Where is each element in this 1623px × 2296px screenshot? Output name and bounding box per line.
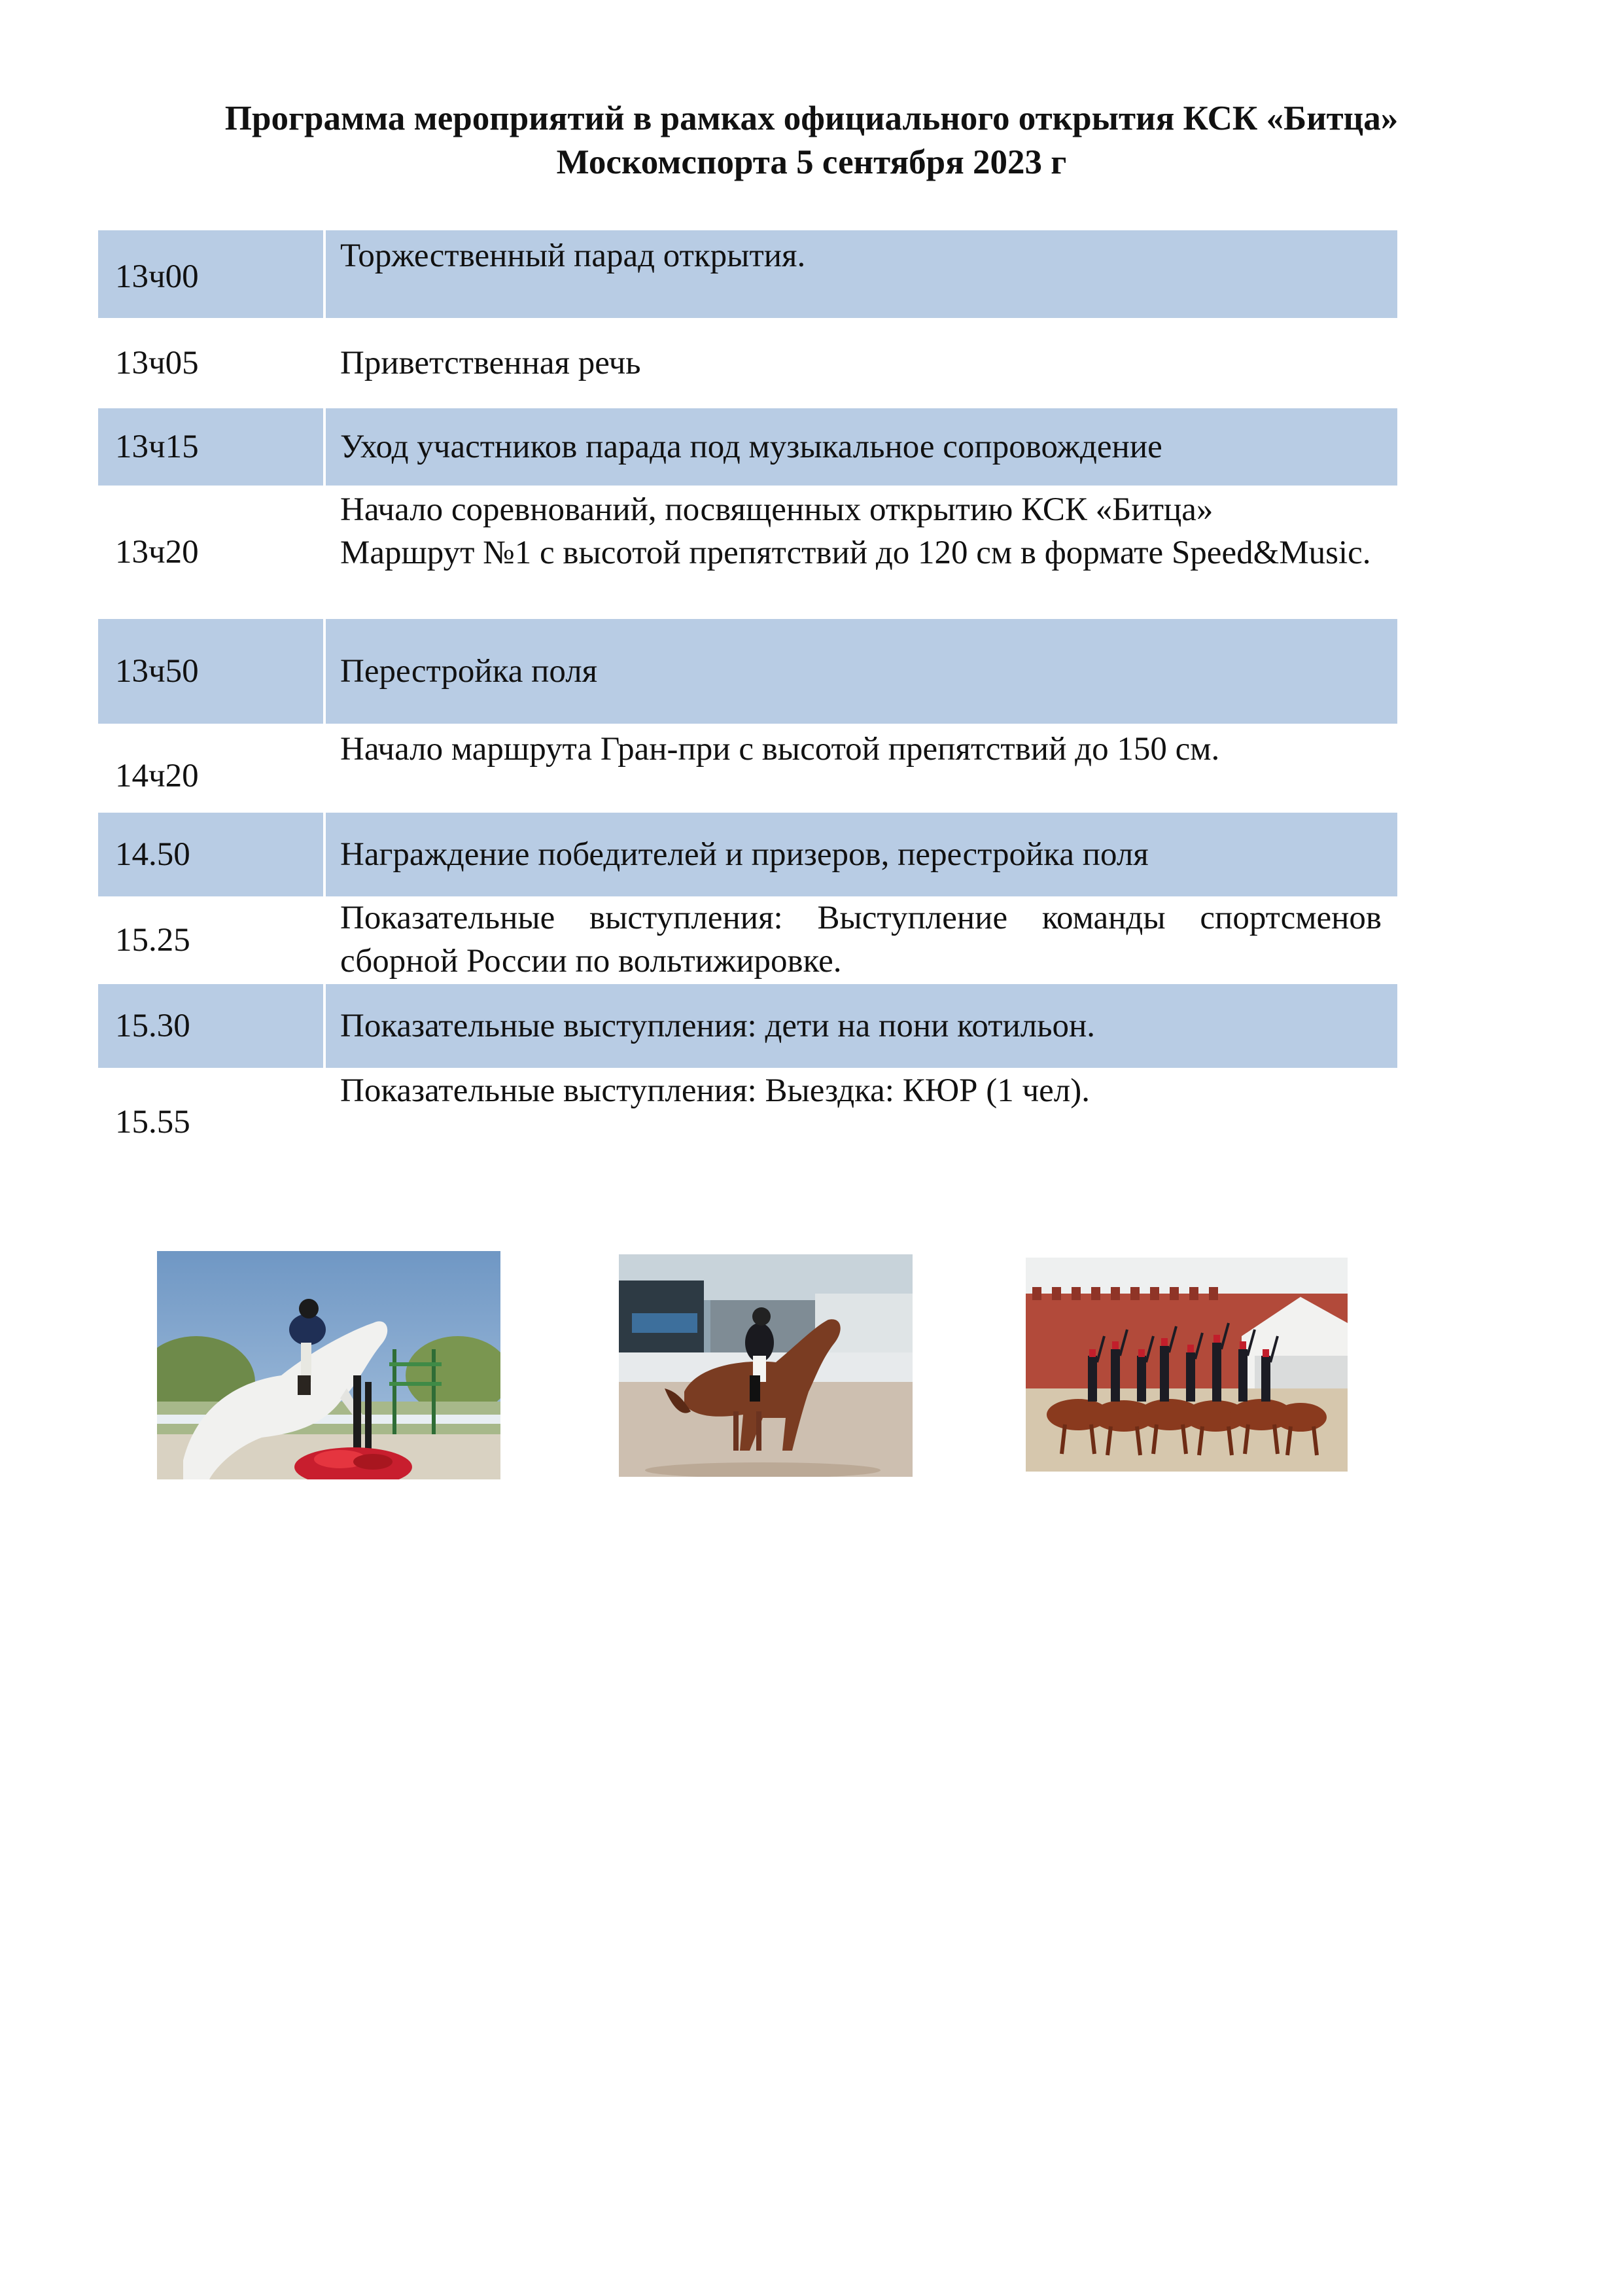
- schedule-time: 13ч00: [115, 258, 199, 295]
- title-line-2: Москомспорта 5 сентября 2023 г: [556, 143, 1067, 181]
- schedule-row: [98, 724, 1397, 813]
- schedule-event-text: Начало маршрута Гран-при с высотой препятствий до 150 см.: [340, 731, 1220, 768]
- schedule-time: 15.25: [115, 921, 190, 959]
- schedule-time: 14ч20: [115, 757, 199, 794]
- schedule-row: [98, 230, 1397, 318]
- schedule-time: 14.50: [115, 836, 190, 873]
- schedule-event-text: Показательные выступления: дети на пони котильон.: [340, 1008, 1096, 1044]
- schedule-event-text: Уход участников парада под музыкальное сопровождение: [340, 429, 1162, 465]
- schedule-event-text: Показательные выступления: Выездка: КЮР (1 чел).: [340, 1072, 1090, 1109]
- schedule-event-text: Приветственная речь: [340, 345, 641, 381]
- schedule-row: [98, 318, 1397, 408]
- vaulting-team-photo-icon: [1026, 1258, 1348, 1472]
- show-jumping-photo-icon: [157, 1251, 500, 1479]
- schedule-event: [326, 318, 1397, 408]
- schedule-event: [326, 486, 1397, 619]
- schedule-event: [326, 813, 1397, 896]
- schedule-event-text: Перестройка поля: [340, 653, 598, 690]
- schedule-event-text: Награждение победителей и призеров, перестройка поля: [340, 836, 1149, 873]
- schedule-event-text: Маршрут №1 с высотой препятствий до 120 см в формате Speed&Music.: [340, 535, 1371, 571]
- schedule-event: [326, 1068, 1397, 1154]
- dressage-photo-icon: [619, 1254, 913, 1477]
- schedule-row: [98, 813, 1397, 896]
- schedule-row: [98, 619, 1397, 724]
- schedule-time: 13ч50: [115, 652, 199, 690]
- schedule-event: [326, 619, 1397, 724]
- schedule-event-text: Начало соревнований, посвященных открытию КСК «Битца»: [340, 491, 1213, 528]
- schedule-time: 13ч20: [115, 533, 199, 571]
- schedule-row: [98, 1068, 1397, 1154]
- title-line-1: Программа мероприятий в рамках официального открытия КСК «Битца»: [224, 99, 1399, 137]
- schedule-row: [98, 408, 1397, 486]
- schedule-row: [98, 984, 1397, 1068]
- schedule-event: [326, 984, 1397, 1068]
- schedule-time: 13ч05: [115, 344, 199, 381]
- schedule-time: 13ч15: [115, 428, 199, 465]
- schedule-event: [326, 230, 1397, 318]
- schedule-event-text: Торжественный парад открытия.: [340, 238, 806, 274]
- schedule-table: [98, 230, 1397, 1154]
- page-title: [0, 97, 1623, 185]
- schedule-event-text: Показательные выступления: Выступление команды спортсменов сборной России по вольтижировке.: [340, 900, 1382, 980]
- schedule-event: [326, 408, 1397, 486]
- schedule-event: [326, 724, 1397, 813]
- schedule-row: [98, 896, 1397, 984]
- schedule-time: 15.30: [115, 1007, 190, 1044]
- schedule-event: [326, 896, 1397, 984]
- schedule-time: 15.55: [115, 1103, 190, 1140]
- schedule-row: [98, 486, 1397, 619]
